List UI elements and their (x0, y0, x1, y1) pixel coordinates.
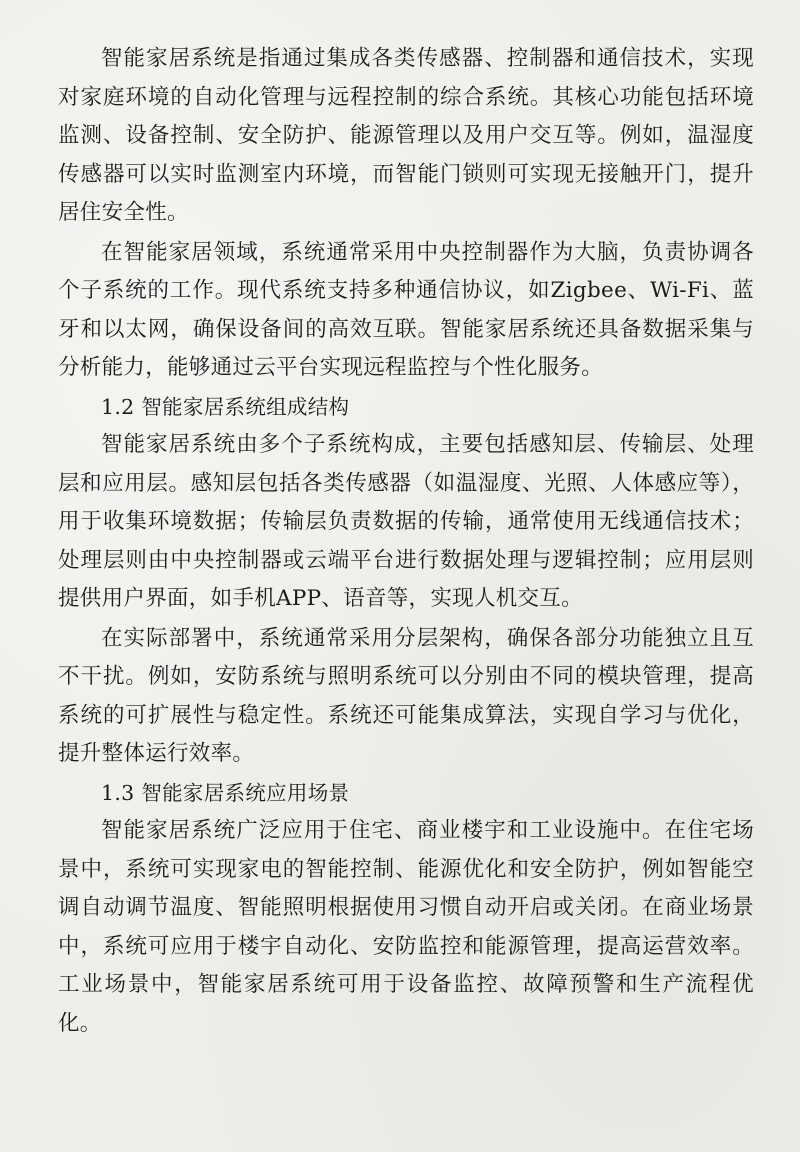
section-heading-1-2: 1.2 智能家居系统组成结构 (101, 394, 350, 419)
paragraph-intro: 智能家居系统是指通过集成各类传感器、控制器和通信技术，实现对家庭环境的自动化管理与远程控制的综合系统。其核心功能包括环境监测、设备控制、安全防护、能源管理以及用户交互等。例如，温湿度传感器可以实时监测室内环境，而智能门锁则可实现无接触开门，提升居住安全性。 (58, 46, 754, 225)
paragraph-central-controller: 在智能家居领域，系统通常采用中央控制器作为大脑，负责协调各个子系统的工作。现代系统支持多种通信协议，如Zigbee、Wi-Fi、蓝牙和以太网，确保设备间的高效互联。智能家居系统还具备数据采集与分析能力，能够通过云平台实现远程监控与个性化服务。 (58, 239, 754, 380)
section-heading-1-3: 1.3 智能家居系统应用场景 (101, 780, 350, 805)
paragraph-structure-layers: 智能家居系统由多个子系统构成，主要包括感知层、传输层、处理层和应用层。感知层包括各类传感器（如温湿度、光照、人体感应等），用于收集环境数据；传输层负责数据的传输，通常使用无线通信技术；处理层则由中央控制器或云端平台进行数据处理与逻辑控制；应用层则提供用户界面，如手机APP、语音等，实现人机交互。 (58, 432, 754, 611)
paragraph-deployment: 在实际部署中，系统通常采用分层架构，确保各部分功能独立且互不干扰。例如，安防系统与照明系统可以分别由不同的模块管理，提高系统的可扩展性与稳定性。系统还可能集成算法，实现自学习与优化，提升整体运行效率。 (58, 625, 754, 766)
paragraph-application-scenarios: 智能家居系统广泛应用于住宅、商业楼宇和工业设施中。在住宅场景中，系统可实现家电的智能控制、能源优化和安全防护，例如智能空调自动调节温度、智能照明根据使用习惯自动开启或关闭。在商业场景中，系统可应用于楼宇自动化、安防监控和能源管理，提高运营效率。工业场景中，智能家居系统可用于设备监控、故障预警和生产流程优化。 (58, 818, 754, 1036)
